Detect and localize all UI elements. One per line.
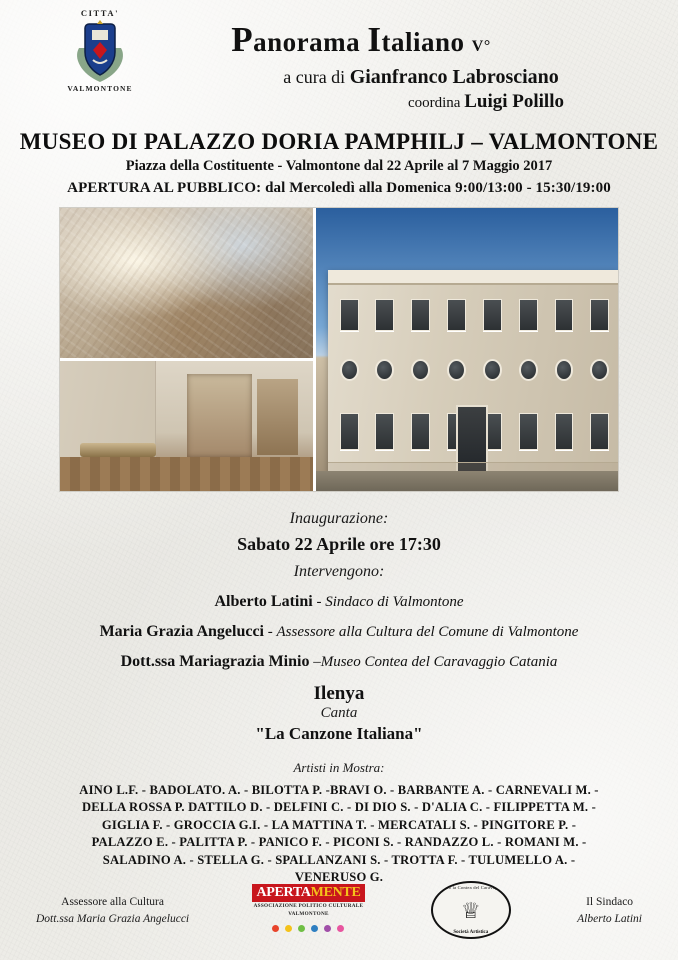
palace-window [555, 299, 574, 332]
title-part-4: taliano [381, 27, 472, 57]
coordinator-name: Luigi Polillo [464, 91, 564, 112]
room-floor [60, 457, 313, 491]
palace-window [519, 413, 538, 450]
artists-line: GIGLIA F. - GROCCIA G.I. - LA MATTINA T. - MERCATALI S. - PINGITORE P. - [101, 817, 577, 832]
room-bench [80, 443, 156, 457]
palace-window [447, 299, 466, 332]
curator-prefix: a cura di [283, 67, 350, 87]
palace-oculus [411, 359, 430, 381]
apertamente-logo [252, 884, 364, 935]
contea-bottom-caption: Società Artistica [453, 930, 489, 935]
palace-window [483, 299, 502, 332]
artists-line: PALAZZO E. - PALITTA P. - PANICO F. - PICONI S. - RANDAZZO L. - ROMANI M. - [91, 835, 587, 850]
palace-building [328, 270, 618, 474]
palace-oculus [483, 359, 502, 381]
venue-block [14, 129, 664, 197]
palace-window [555, 413, 574, 450]
apertamente-subtitle: ASSOCIAZIONE POLITICO CULTURALE [253, 903, 364, 910]
fresco-ceiling-photo [60, 208, 313, 358]
inauguration-date: Sabato 22 Aprile ore 17:30 [237, 534, 441, 554]
palace-cornice [328, 270, 618, 284]
speakers-label: Intervengono: [293, 563, 385, 580]
curator-name: Gianfranco Labrosciano [349, 66, 559, 88]
palace-window [340, 299, 359, 332]
apertamente-subtitle-town: VALMONTONE [288, 910, 329, 917]
footer-mayor [577, 896, 642, 925]
footer [0, 870, 678, 950]
artists-line: DELLA ROSSA P. DATTILO D. - DELFINI C. - DI DIO S. - D'ALIA C. - FILIPPETTA M. - [82, 800, 596, 815]
inauguration-label: Inaugurazione: [289, 510, 389, 527]
palace-window [340, 413, 359, 450]
room-doorway [187, 374, 253, 457]
speaker-role: Sindaco di Valmontone [325, 594, 464, 610]
palace-window [411, 299, 430, 332]
apertamente-dots [252, 920, 364, 936]
palace-window [590, 299, 609, 332]
coat-of-arms-icon [71, 18, 129, 86]
speaker-row [14, 653, 664, 671]
crest-top-label: CITTA' [80, 8, 120, 18]
photo-collage [59, 207, 619, 492]
palace-oculus [590, 359, 609, 381]
footer-right-title: Il Sindaco [586, 895, 634, 908]
dot-purple [324, 925, 331, 932]
palace-oculus [555, 359, 574, 381]
artists-line: VENERUSO G. [294, 869, 384, 884]
collage-left-column [60, 208, 313, 491]
palace-window [375, 299, 394, 332]
apertamente-word-b: MENTE [310, 885, 361, 901]
palace-oculus-row [340, 352, 610, 389]
palace-oculus [519, 359, 538, 381]
dot-green [298, 925, 305, 932]
speaker-name: Dott.ssa Mariagrazia Minio [120, 653, 310, 670]
speaker-dash: - [263, 624, 277, 640]
coat-crest-icon: ♕ [460, 898, 481, 924]
palace-window [375, 413, 394, 450]
artists-heading: Artisti in Mostra: [293, 760, 385, 775]
palace-window [590, 413, 609, 450]
coordinator-line [58, 91, 664, 113]
footer-left-name: Dott.ssa Maria Grazia Angelucci [36, 912, 190, 925]
palace-oculus [447, 359, 466, 381]
title-part-3: I [367, 20, 382, 59]
speaker-name: Maria Grazia Angelucci [99, 623, 264, 640]
palace-window-row-top [340, 299, 610, 332]
street-pavement [316, 471, 618, 491]
inauguration-block [14, 510, 664, 671]
crest-bottom-label: VALMONTONE [67, 84, 133, 93]
title-part-2: anorama [253, 27, 368, 57]
footer-culture-officer [36, 896, 189, 925]
performed-song-title: "La Canzone Italiana" [255, 724, 423, 743]
dot-blue [311, 925, 318, 932]
speaker-dash: – [309, 654, 321, 670]
dot-pink [337, 925, 344, 932]
dot-yellow [285, 925, 292, 932]
palazzo-doria-pamphilj-facade-photo [316, 208, 618, 491]
palace-oculus [340, 359, 359, 381]
venue-address-dates: Piazza della Costituente - Valmontone dal 22 Aprile al 7 Maggio 2017 [125, 158, 553, 174]
artists-line: AINO L.F. - BADOLATO. A. - BILOTTA P. -BRAVI O. - BARBANTE A. - CARNEVALI M. - [79, 783, 599, 797]
speaker-name: Alberto Latini [214, 593, 313, 610]
room-doorway-secondary [257, 379, 297, 454]
palace-window [519, 299, 538, 332]
apertamente-wordmark [252, 884, 364, 902]
artists-line: SALADINO A. - STELLA G. - SPALLANZANI S. - TROTTA F. - TULUMELLO A. - [102, 852, 576, 867]
curator-line [58, 66, 664, 89]
palace-oculus [375, 359, 394, 381]
contea-del-caravaggio-logo [428, 881, 514, 939]
dot-red [272, 925, 279, 932]
title-edition: V° [471, 38, 491, 55]
apertamente-word-a: APERTA [256, 885, 311, 901]
footer-left-title: Assessore alla Cultura [61, 895, 164, 908]
coordinator-prefix: coordina [407, 95, 465, 111]
performer-name: Ilenya [313, 683, 365, 704]
speaker-dash: - [312, 594, 326, 610]
venue-name: MUSEO DI PALAZZO DORIA PAMPHILJ – VALMONTONE [19, 129, 659, 154]
opening-hours: APERTURA AL PUBBLICO: dal Mercoledì alla Domenica 9:00/13:00 - 15:30/19:00 [67, 180, 611, 196]
city-crest [58, 8, 142, 112]
contea-logo-ring [431, 881, 511, 939]
performer-verb: Canta [320, 705, 358, 721]
page-title [58, 20, 664, 60]
speaker-row [14, 593, 664, 611]
footer-right-name: Alberto Latini [577, 912, 642, 925]
museum-room-photo [60, 361, 313, 491]
speaker-role: Assessore alla Cultura del Comune di Valmontone [276, 624, 579, 640]
title-part-1: P [231, 20, 254, 59]
palace-window [411, 413, 430, 450]
speaker-row [14, 623, 664, 641]
speaker-role: Museo Contea del Caravaggio Catania [320, 654, 558, 670]
contea-top-caption: Museo la Contea del Caravaggio [437, 885, 504, 890]
